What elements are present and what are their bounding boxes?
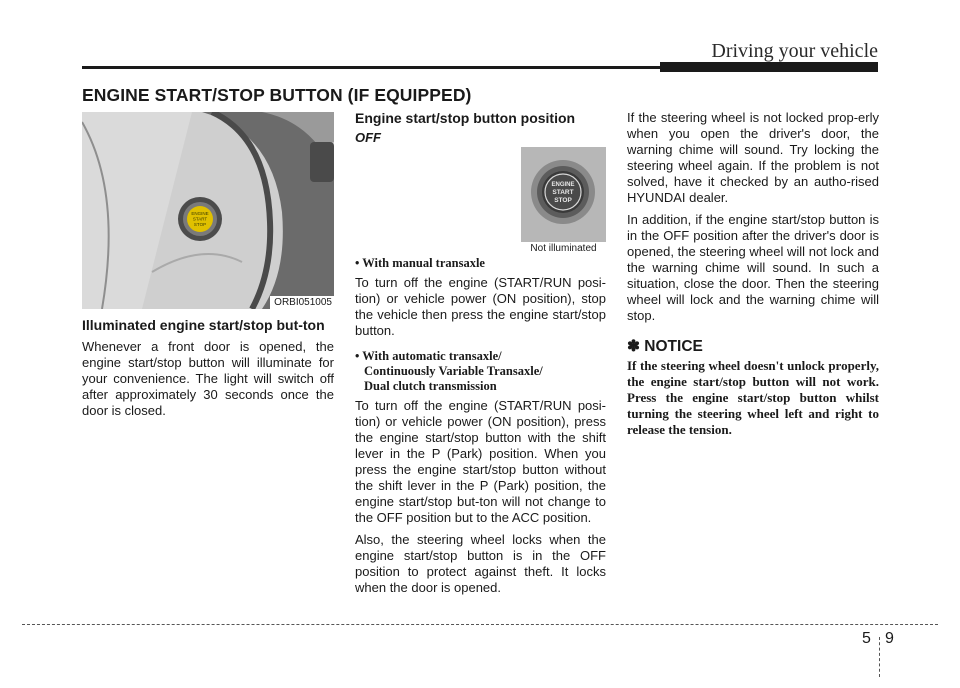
button-label-start: START: [552, 189, 574, 196]
manual-transaxle-text: To turn off the engine (START/RUN posi-tion) or vehicle power (ON position), stop the vehicle then press the engine start/stop button.: [355, 275, 606, 338]
page-number: 9: [885, 630, 894, 647]
right-paragraph-1: If the steering wheel is not locked prop-erly when you open the driver's door, the warning chime will sound. Try locking the steering wheel again. If the problem is not solved, have it checked by an autho-rised HYUNDAI dealer.: [627, 110, 879, 205]
svg-text:START: START: [192, 216, 208, 222]
off-subheading: OFF: [355, 130, 381, 145]
page-title: ENGINE START/STOP BUTTON (IF EQUIPPED): [82, 85, 472, 105]
auto-transaxle-title-1: • With automatic transaxle/: [355, 349, 502, 363]
auto-transaxle-title-3: Dual clutch transmission: [364, 379, 497, 393]
manual-transaxle-title: • With manual transaxle: [355, 256, 485, 270]
right-column: [627, 110, 879, 438]
middle-heading: Engine start/stop button position: [355, 110, 576, 126]
steering-lock-text: Also, the steering wheel locks when the engine start/stop button is in the OFF position to protect against theft. It locks when the door is opened.: [355, 532, 606, 595]
footer-divider: [879, 637, 880, 677]
auto-transaxle-text: To turn off the engine (START/RUN posi-tion) or vehicle power (ON position), press the engine start/stop button with the shift lever in the P (Park) position. When you press the engine start/stop button without the shift lever in the P (Park) position, the engine start/stop but-ton will not change to the OFF position but to the ACC position.: [355, 398, 606, 525]
button-label-engine: ENGINE: [551, 182, 575, 188]
right-paragraph-2: In addition, if the engine start/stop button is in the OFF position after the driver's door is opened, the steering wheel will not lock and the warning chime will sound. In such a situation, close the door. Then the steering wheel will lock and the warning chime will stop.: [627, 212, 879, 323]
left-paragraph: Whenever a front door is opened, the engine start/stop button will illuminate for your convenience. The light will switch off after approximately 30 seconds once the door is closed.: [82, 339, 334, 418]
auto-transaxle-title-2: Continuously Variable Transaxle/: [364, 364, 543, 378]
header-tab: [660, 62, 878, 72]
photo-caption: ORBI051005: [270, 296, 334, 309]
button-label-stop: STOP: [554, 197, 572, 204]
notice-title: ✽ NOTICE: [627, 338, 703, 355]
left-heading: Illuminated engine start/stop but-ton: [82, 317, 325, 333]
dashboard-photo: [82, 112, 334, 309]
svg-text:STOP: STOP: [193, 222, 207, 227]
button-image-caption: Not illuminated: [521, 242, 606, 255]
left-column: [82, 112, 334, 419]
middle-column: [355, 110, 606, 596]
notice-text: If the steering wheel doesn't unlock properly, the engine start/stop button will not work. Press the engine start/stop button whilst turning the steering wheel left and right to release the tension.: [627, 358, 879, 437]
footer-rule: [22, 624, 938, 625]
svg-text:ENGINE: ENGINE: [191, 211, 209, 216]
section-header-title: Driving your vehicle: [711, 40, 878, 62]
chapter-number: 5: [862, 630, 871, 647]
button-closeup-image: [521, 147, 606, 255]
